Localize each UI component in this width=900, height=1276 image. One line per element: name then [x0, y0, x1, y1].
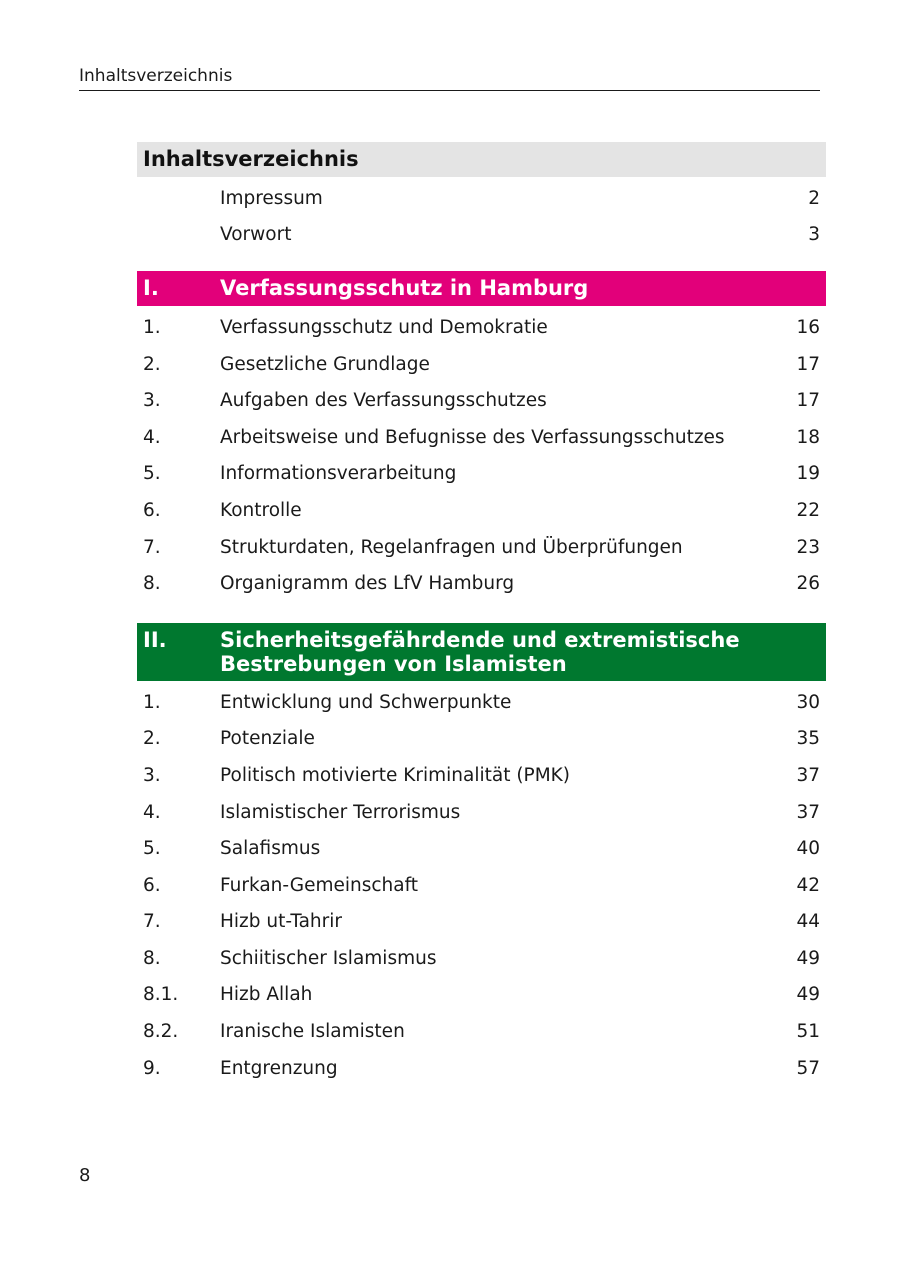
- toc-entry-page: 2: [808, 187, 820, 209]
- toc-entry-page: 35: [796, 728, 820, 750]
- toc-entry[interactable]: [137, 867, 826, 904]
- toc-entry[interactable]: [137, 346, 826, 383]
- toc-entry-label: Verfassungsschutz und Demokratie: [220, 316, 548, 338]
- toc-entry-label: Impressum: [220, 187, 323, 209]
- toc-entry-num: 1.: [143, 691, 161, 713]
- toc-entry[interactable]: [137, 757, 826, 794]
- table-of-contents: [137, 142, 826, 1086]
- toc-entry-num: 6.: [143, 499, 161, 521]
- toc-entry-label: Hizb ut-Tahrir: [220, 911, 342, 933]
- toc-entry-page: 19: [796, 463, 820, 485]
- toc-entry-num: 9.: [143, 1057, 161, 1079]
- toc-entry-page: 37: [796, 801, 820, 823]
- toc-entry-page: 42: [796, 874, 820, 896]
- toc-entry-num: 3.: [143, 764, 161, 786]
- toc-entry-page: 18: [796, 426, 820, 448]
- section-title: Verfassungsschutz in Hamburg: [220, 276, 589, 301]
- toc-entry-label: Potenziale: [220, 728, 315, 750]
- section-title: [220, 628, 820, 676]
- toc-entry-label: Entgrenzung: [220, 1057, 338, 1079]
- toc-entry-page: 30: [796, 691, 820, 713]
- page-number: 8: [79, 1165, 91, 1186]
- toc-entry[interactable]: [137, 684, 826, 721]
- toc-entry-label: Vorwort: [220, 224, 292, 246]
- toc-entry-num: 8.: [143, 947, 161, 969]
- toc-entry-page: 26: [796, 573, 820, 595]
- toc-entry-page: 17: [796, 390, 820, 412]
- toc-entry[interactable]: [137, 419, 826, 456]
- section-1-bar[interactable]: [137, 271, 826, 306]
- toc-entry[interactable]: [137, 794, 826, 831]
- toc-entry-label: Schiitischer Islamismus: [220, 947, 437, 969]
- toc-entry[interactable]: [137, 309, 826, 346]
- toc-entry-label: Hizb Allah: [220, 984, 313, 1006]
- toc-entry-label: Kontrolle: [220, 499, 302, 521]
- toc-entry-label: Gesetzliche Grundlage: [220, 353, 430, 375]
- toc-entry-num: 4.: [143, 801, 161, 823]
- toc-entry-label: Islamistischer Terrorismus: [220, 801, 461, 823]
- toc-entry-num: 4.: [143, 426, 161, 448]
- toc-entry-num: 1.: [143, 316, 161, 338]
- toc-title-bar: [137, 142, 826, 177]
- toc-entry-page: 22: [796, 499, 820, 521]
- toc-entry-page: 3: [808, 224, 820, 246]
- toc-entry-num: 7.: [143, 911, 161, 933]
- toc-entry[interactable]: [137, 977, 826, 1014]
- toc-entry-page: 23: [796, 536, 820, 558]
- section-2-entries: [137, 684, 826, 1087]
- toc-entry[interactable]: [137, 565, 826, 602]
- toc-entry[interactable]: [137, 940, 826, 977]
- section-number: I.: [143, 276, 159, 301]
- toc-entry[interactable]: [137, 721, 826, 758]
- toc-entry-page: 49: [796, 947, 820, 969]
- toc-entry-num: 7.: [143, 536, 161, 558]
- toc-entry-label: Entwicklung und Schwerpunkte: [220, 691, 512, 713]
- toc-entry-page: 37: [796, 764, 820, 786]
- toc-entry-label: Arbeitsweise und Befugnisse des Verfassungsschutzes: [220, 426, 725, 448]
- toc-entry[interactable]: [137, 1050, 826, 1087]
- toc-entry-num: 8.: [143, 573, 161, 595]
- toc-entry[interactable]: [137, 456, 826, 493]
- toc-entry[interactable]: [137, 492, 826, 529]
- toc-entry[interactable]: [137, 529, 826, 566]
- toc-entry-num: 8.1.: [143, 984, 179, 1006]
- toc-entry[interactable]: [137, 180, 826, 217]
- toc-entry[interactable]: [137, 217, 826, 254]
- toc-entry-num: 3.: [143, 390, 161, 412]
- toc-entry-num: 5.: [143, 463, 161, 485]
- toc-entry-page: 49: [796, 984, 820, 1006]
- toc-entry-page: 40: [796, 838, 820, 860]
- toc-entry-label: Furkan-Gemeinschaft: [220, 874, 419, 896]
- toc-entry-num: 2.: [143, 728, 161, 750]
- toc-entry-num: 8.2.: [143, 1021, 179, 1043]
- running-header: Inhaltsverzeichnis: [79, 64, 820, 91]
- toc-entry-label: Strukturdaten, Regelanfragen und Überprüfungen: [220, 536, 683, 558]
- toc-entry-label: Politisch motivierte Kriminalität (PMK): [220, 764, 571, 786]
- toc-entry[interactable]: [137, 830, 826, 867]
- section-2-bar[interactable]: [137, 623, 826, 681]
- toc-entry-label: Informationsverarbeitung: [220, 463, 457, 485]
- toc-title: Inhaltsverzeichnis: [143, 147, 359, 171]
- toc-entry-page: 44: [796, 911, 820, 933]
- toc-entry[interactable]: [137, 1013, 826, 1050]
- toc-entry-page: 17: [796, 353, 820, 375]
- toc-entry-page: 57: [796, 1057, 820, 1079]
- section-title-line-1: Sicherheitsgefährdende und extremistische: [220, 627, 740, 652]
- toc-entry[interactable]: [137, 382, 826, 419]
- toc-entry[interactable]: [137, 904, 826, 941]
- toc-entry-page: 51: [796, 1021, 820, 1043]
- toc-entry-label: Iranische Islamisten: [220, 1021, 405, 1043]
- toc-entry-num: 5.: [143, 838, 161, 860]
- section-number: II.: [143, 627, 167, 652]
- section-1-entries: [137, 309, 826, 602]
- toc-entry-label: Aufgaben des Verfassungsschutzes: [220, 390, 547, 412]
- toc-entry-page: 16: [796, 316, 820, 338]
- toc-entry-label: Salafismus: [220, 838, 321, 860]
- toc-entry-num: 2.: [143, 353, 161, 375]
- toc-entry-num: 6.: [143, 874, 161, 896]
- section-title-line-2: Bestrebungen von Islamisten: [220, 651, 567, 676]
- front-matter-list: [137, 180, 826, 253]
- toc-entry-label: Organigramm des LfV Hamburg: [220, 573, 515, 595]
